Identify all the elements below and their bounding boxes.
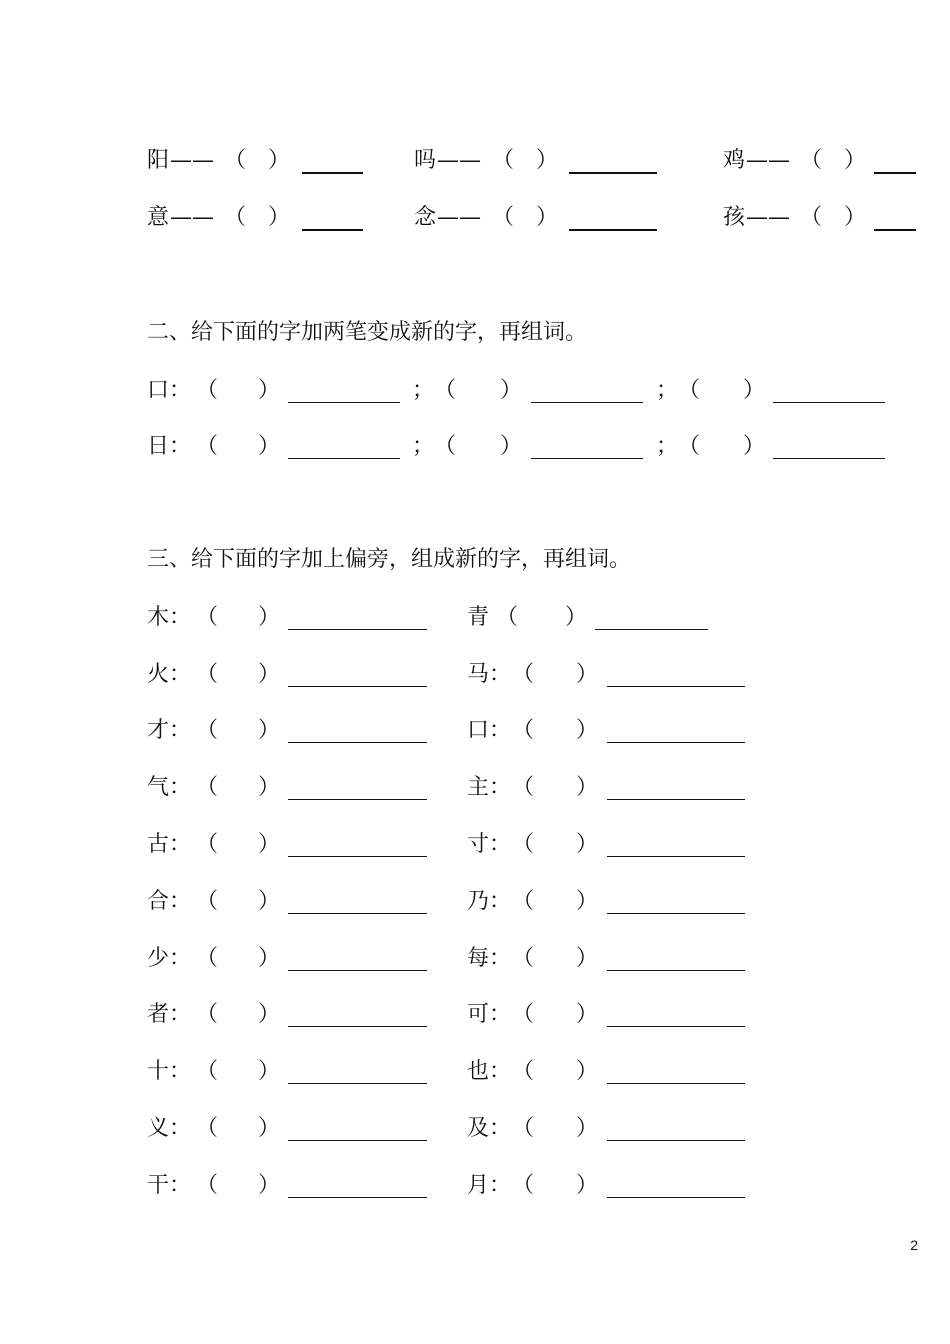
answer-line[interactable] bbox=[288, 686, 427, 687]
answer-line[interactable] bbox=[288, 629, 427, 630]
answer-line[interactable] bbox=[288, 1197, 427, 1198]
separator: ； bbox=[656, 378, 679, 403]
s3-right-label: 青 bbox=[467, 605, 490, 630]
answer-line[interactable] bbox=[607, 742, 745, 743]
open-paren: （ bbox=[196, 775, 219, 800]
s1-dash: —— bbox=[437, 148, 481, 173]
s3-left-label: 古： bbox=[147, 832, 192, 857]
answer-line[interactable] bbox=[569, 229, 657, 231]
answer-line[interactable] bbox=[874, 172, 916, 174]
section-2-heading: 二、给下面的字加两笔变成新的字，再组词。 bbox=[147, 320, 588, 345]
s3-right-label: 乃： bbox=[467, 889, 512, 914]
answer-line[interactable] bbox=[607, 913, 745, 914]
open-paren: （ bbox=[512, 775, 535, 800]
s3-row bbox=[0, 1000, 950, 1030]
s2-row bbox=[0, 432, 950, 462]
s3-row bbox=[0, 830, 950, 860]
answer-line[interactable] bbox=[288, 1083, 427, 1084]
answer-line[interactable] bbox=[302, 172, 363, 174]
open-paren: （ bbox=[196, 434, 219, 459]
s3-left-label: 干： bbox=[147, 1173, 192, 1198]
s3-row bbox=[0, 1057, 950, 1087]
answer-line[interactable] bbox=[288, 402, 400, 403]
s1-char: 孩 bbox=[723, 205, 746, 230]
s3-row bbox=[0, 1114, 950, 1144]
separator: ； bbox=[656, 434, 679, 459]
s1-dash: —— bbox=[746, 205, 790, 230]
section-3-heading: 三、给下面的字加上偏旁，组成新的字，再组词。 bbox=[147, 547, 632, 572]
open-paren: （ bbox=[512, 1116, 535, 1141]
s3-row bbox=[0, 603, 950, 633]
answer-line[interactable] bbox=[773, 402, 885, 403]
open-paren: （ bbox=[196, 1002, 219, 1027]
s2-row bbox=[0, 376, 950, 406]
s3-right-label: 及： bbox=[467, 1116, 512, 1141]
close-paren: ） bbox=[258, 1059, 281, 1084]
open-paren: （ bbox=[512, 662, 535, 687]
s3-row bbox=[0, 944, 950, 974]
close-paren: ） bbox=[258, 946, 281, 971]
separator: ； bbox=[412, 378, 435, 403]
close-paren: ） bbox=[576, 662, 599, 687]
answer-line[interactable] bbox=[607, 799, 745, 800]
s3-right-label: 也： bbox=[467, 1059, 512, 1084]
open-paren: （ bbox=[512, 1059, 535, 1084]
answer-line[interactable] bbox=[288, 742, 427, 743]
s3-left-label: 义： bbox=[147, 1116, 192, 1141]
s1-paren: （ ） bbox=[224, 148, 291, 173]
close-paren: ） bbox=[258, 434, 281, 459]
answer-line[interactable] bbox=[773, 458, 885, 459]
s1-char: 阳 bbox=[147, 148, 170, 173]
answer-line[interactable] bbox=[607, 1083, 745, 1084]
open-paren: （ bbox=[196, 946, 219, 971]
page-number: 2 bbox=[910, 1237, 918, 1253]
s1-dash: —— bbox=[437, 205, 481, 230]
close-paren: ） bbox=[258, 662, 281, 687]
s2-label: 日： bbox=[147, 434, 192, 459]
s3-left-label: 火： bbox=[147, 662, 192, 687]
answer-line[interactable] bbox=[607, 686, 745, 687]
close-paren: ） bbox=[576, 1059, 599, 1084]
s3-left-label: 少： bbox=[147, 946, 192, 971]
answer-line[interactable] bbox=[595, 629, 708, 630]
s3-left-label: 十： bbox=[147, 1059, 192, 1084]
answer-line[interactable] bbox=[531, 402, 643, 403]
open-paren: （ bbox=[196, 1173, 219, 1198]
answer-line[interactable] bbox=[288, 799, 427, 800]
s1-paren: （ ） bbox=[800, 148, 867, 173]
open-paren: （ bbox=[512, 1173, 535, 1198]
open-paren: （ bbox=[196, 378, 219, 403]
open-paren: （ bbox=[678, 378, 701, 403]
answer-line[interactable] bbox=[288, 913, 427, 914]
s2-label: 口： bbox=[147, 378, 192, 403]
open-paren: （ bbox=[196, 1059, 219, 1084]
s3-right-label: 马： bbox=[467, 662, 512, 687]
close-paren: ） bbox=[258, 1173, 281, 1198]
open-paren: （ bbox=[196, 662, 219, 687]
s1-char: 吗 bbox=[414, 148, 437, 173]
close-paren: ） bbox=[576, 1173, 599, 1198]
s3-row bbox=[0, 716, 950, 746]
answer-line[interactable] bbox=[569, 172, 657, 174]
s3-left-label: 合： bbox=[147, 889, 192, 914]
close-paren: ） bbox=[258, 889, 281, 914]
answer-line[interactable] bbox=[302, 229, 363, 231]
close-paren: ） bbox=[258, 605, 281, 630]
close-paren: ） bbox=[258, 378, 281, 403]
s3-right-label: 口： bbox=[467, 718, 512, 743]
s1-dash: —— bbox=[170, 205, 214, 230]
answer-line[interactable] bbox=[288, 1140, 427, 1141]
close-paren: ） bbox=[576, 1002, 599, 1027]
s1-row bbox=[0, 203, 950, 233]
s3-right-label: 月： bbox=[467, 1173, 512, 1198]
answer-line[interactable] bbox=[288, 856, 427, 857]
answer-line[interactable] bbox=[531, 458, 643, 459]
open-paren: （ bbox=[196, 1116, 219, 1141]
close-paren: ） bbox=[576, 775, 599, 800]
s3-right-label: 可： bbox=[467, 1002, 512, 1027]
s3-row bbox=[0, 773, 950, 803]
open-paren: （ bbox=[434, 378, 457, 403]
s1-paren: （ ） bbox=[224, 205, 291, 230]
close-paren: ） bbox=[565, 605, 588, 630]
close-paren: ） bbox=[258, 718, 281, 743]
open-paren: （ bbox=[434, 434, 457, 459]
close-paren: ） bbox=[576, 718, 599, 743]
s3-right-label: 寸： bbox=[467, 832, 512, 857]
answer-line[interactable] bbox=[874, 229, 916, 231]
s3-row bbox=[0, 887, 950, 917]
s1-paren: （ ） bbox=[800, 205, 867, 230]
s1-dash: —— bbox=[746, 148, 790, 173]
answer-line[interactable] bbox=[607, 1026, 745, 1027]
answer-line[interactable] bbox=[288, 458, 400, 459]
open-paren: （ bbox=[496, 605, 519, 630]
open-paren: （ bbox=[512, 889, 535, 914]
close-paren: ） bbox=[576, 832, 599, 857]
open-paren: （ bbox=[512, 946, 535, 971]
s1-char: 鸡 bbox=[723, 148, 746, 173]
s3-right-label: 主： bbox=[467, 775, 512, 800]
close-paren: ） bbox=[743, 378, 766, 403]
open-paren: （ bbox=[678, 434, 701, 459]
open-paren: （ bbox=[196, 832, 219, 857]
s3-left-label: 木： bbox=[147, 605, 192, 630]
separator: ； bbox=[412, 434, 435, 459]
close-paren: ） bbox=[258, 1116, 281, 1141]
open-paren: （ bbox=[512, 832, 535, 857]
s3-right-label: 每： bbox=[467, 946, 512, 971]
s1-paren: （ ） bbox=[492, 148, 559, 173]
s1-row bbox=[0, 146, 950, 176]
s1-paren: （ ） bbox=[492, 205, 559, 230]
close-paren: ） bbox=[743, 434, 766, 459]
s3-left-label: 者： bbox=[147, 1002, 192, 1027]
s1-char: 意 bbox=[147, 205, 170, 230]
s3-left-label: 气： bbox=[147, 775, 192, 800]
close-paren: ） bbox=[258, 775, 281, 800]
close-paren: ） bbox=[258, 1002, 281, 1027]
open-paren: （ bbox=[512, 1002, 535, 1027]
answer-line[interactable] bbox=[607, 1197, 745, 1198]
close-paren: ） bbox=[576, 889, 599, 914]
close-paren: ） bbox=[576, 946, 599, 971]
close-paren: ） bbox=[258, 832, 281, 857]
open-paren: （ bbox=[196, 889, 219, 914]
s3-row bbox=[0, 1171, 950, 1201]
close-paren: ） bbox=[500, 434, 523, 459]
open-paren: （ bbox=[196, 718, 219, 743]
close-paren: ） bbox=[576, 1116, 599, 1141]
close-paren: ） bbox=[500, 378, 523, 403]
open-paren: （ bbox=[512, 718, 535, 743]
s1-dash: —— bbox=[170, 148, 214, 173]
answer-line[interactable] bbox=[288, 1026, 427, 1027]
answer-line[interactable] bbox=[607, 970, 745, 971]
answer-line[interactable] bbox=[607, 856, 745, 857]
s3-row bbox=[0, 660, 950, 690]
answer-line[interactable] bbox=[288, 970, 427, 971]
answer-line[interactable] bbox=[607, 1140, 745, 1141]
s3-left-label: 才： bbox=[147, 718, 192, 743]
open-paren: （ bbox=[196, 605, 219, 630]
s1-char: 念 bbox=[414, 205, 437, 230]
